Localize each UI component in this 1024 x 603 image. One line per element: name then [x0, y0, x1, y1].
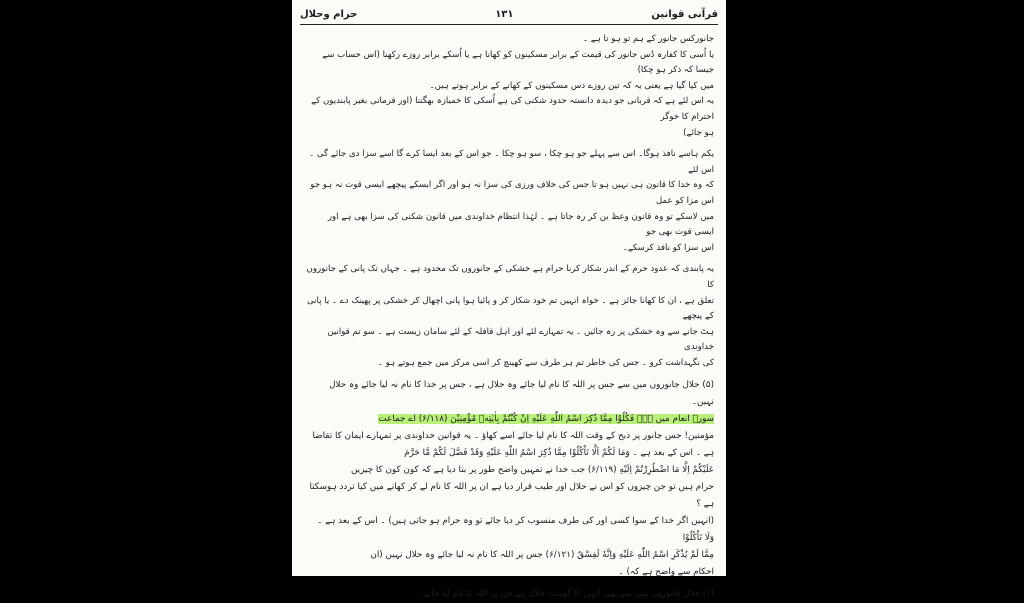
text-line: ہٹ جانے سے وہ خشکی پر رہ جائیں ۔ یہ تمہارے لئے اور اہل قافلہ کے لئے سامان زیست ہے ۔ سو تم قوانین خداوندی: [327, 326, 714, 353]
text-line: (۵) حلال جانوروں میں سے جس پر اللہ کا نام لیا جائے وہ حلال ہے ، جس پر خدا کا نام نہ لیا جائے وہ حلال نہیں۔: [329, 380, 714, 408]
text-line: ہو جائے): [683, 127, 714, 138]
text-line: یا اُسی کا کفارہ دُس جانور کی قیمت کے برابر مسکینوں کو کھانا ہے یا اُسکے برابر روزے رکھنا (اس حساب سے جیسا کہ ذکر ہو چکا): [322, 49, 714, 76]
text-line: اس سزا کو نافذ کرسکے۔: [622, 242, 714, 253]
text-line: کہ وہ خدا کا قانون ہی نہیں ہو تا جس کی خلاف ورزی کی سزا نہ ہو اور اگر ایسکے پیچھے ایسی قوت نہ ہو جو اس مزا کو عمل: [310, 180, 714, 206]
text-line: کی نگہداشت کرو ۔ جس کی خاطر تم ہر طرف سے کھینچ کر اسی مرکز میں جمع ہوتے ہو ۔: [377, 357, 714, 368]
page-number: ۱۳۱: [495, 8, 514, 20]
text-line: تعلق ہے ، ان کا کھانا جائز ہے ۔ خواہ انہیں تم خود شکار کر و پائیا ہوا پانی اچھال کر خشکی پر پھینک دے ۔ یا پانی کے پیچھے: [306, 295, 714, 322]
text-line: یہ اس لئے ہے کہ قربانی جو دیدہ دانستہ حدود شکنی کی ہے اُسکی کا خمیازہ بھگتنا (اور قرمانی بغیر پابندیوں کے احترام کا خوگر: [311, 96, 714, 122]
paragraph: [306, 32, 714, 141]
text-line: سورۃ انعام میں ہے۔ فَكُلُوْا مِمَّا ذُكِرَ اسْمُ اللّٰهِ عَلَيْهِ اِنْ كُنْتُمْ بِاٰيٰتِهٖ مُؤْمِنِيْنَ (۶/۱۱۸) اے جماعت: [378, 414, 714, 425]
paragraph: [306, 377, 714, 581]
text-line: مؤمنین! جس جانور پر ذبح کے وقت اللہ کا نام لیا جائے اسے کھاؤ ۔ یہ قوانین خداوندی پر تمہارے ایمان کا تقاضا: [312, 431, 714, 442]
paragraph: [306, 147, 714, 256]
text-line: (۱) حلال جانوروں میں سے بھی انہی کا گوشت حلال ہے جن پر اللہ کا نام لیا جائے ۔: [416, 589, 714, 600]
header-right-title: قرآنی قوانین: [651, 8, 718, 20]
document-body: [306, 32, 714, 600]
text-line: یہ پابندی کہ عدود حرم کے اندر شکار کرنا حرام ہے خشکی کے جانوروں تک محدود ہے ۔ جہاں تک پانی کے جانوروں کا: [306, 264, 714, 290]
header-left-title: حرام وحلال: [300, 8, 358, 20]
paragraph: [306, 262, 714, 371]
page-header: [300, 4, 718, 24]
text-line: (انہیں اگر خدا کے سوا کسی اور کی طرف منسوب کر دیا جائے تو وہ حرام ہو جاتی ہیں) ۔ اس کے بعد ہے ۔ وَلَا تَاْكُلُوْا: [317, 516, 714, 544]
text-line: عَلَيْكُمْ اِلَّا مَا اضْطُرِرْتُمْ اِلَيْهِ (۶/۱۱۹) جب خدا نے تمہیں واضح طور پر بتا دیا ہے کہ کون کون کا چیزیں: [350, 465, 714, 476]
text-line: میں لاسکے تو وہ قانون وعظ بن کر رہ جاتا ہے ۔ لہٰذا انتظام خداوندی میں قانون شکنی کی سزا بھی ہے اور ایسی قوت بھی جو: [327, 211, 714, 238]
text-line: ہے ۔ اس کے بعد ہے ۔ وَمَا لَكُمْ اَلَّا تَاْكُلُوْا مِمَّا ذُكِرَ اسْمُ اللّٰهِ عَلَيْهِ وَقَدْ فَصَّلَ لَكُمْ مَّا حَرَّمَ: [404, 448, 714, 459]
text-line: جانورکس جانور کے ہم تو ہو تا ہے ۔: [582, 34, 714, 44]
paragraph: [306, 587, 714, 603]
text-line: یکم ہاسے نافذ ہوگا۔ اس سے پہلے جو ہو چکا ، سو ہو چکا ۔ جو اس کے بعد ایسا کرے گا اسے سزا دی جائے گی ۔ اس لئے: [309, 149, 714, 175]
document-page: [292, 0, 726, 600]
text-line: میں کیا گیا ہے یعنی یہ کہ تین روزے دس مسکینوں کے کھانے کے برابر ہوتے ہیں۔: [429, 80, 714, 91]
text-line: مِمَّا لَمْ يُذْكَرِ اسْمُ اللّٰهِ عَلَيْهِ وَاِنَّهٗ لَفِسْقٌ (۶/۱۲۱) جس پر اللہ کا نام نہ لیا جائے وہ حلال نہیں (ان: [370, 550, 714, 561]
text-line: احکام سے واضح ہے کہ) ۔: [618, 567, 714, 578]
header-rule: [300, 24, 718, 25]
text-line: حرام ہیں تو جن چیزوں کو اس نے حلال اور طیب قرار دیا ہے ان پر اللہ کا نام لے کر کھانے میں کیا تردد ہوسکتا ہے ؟: [309, 482, 714, 510]
